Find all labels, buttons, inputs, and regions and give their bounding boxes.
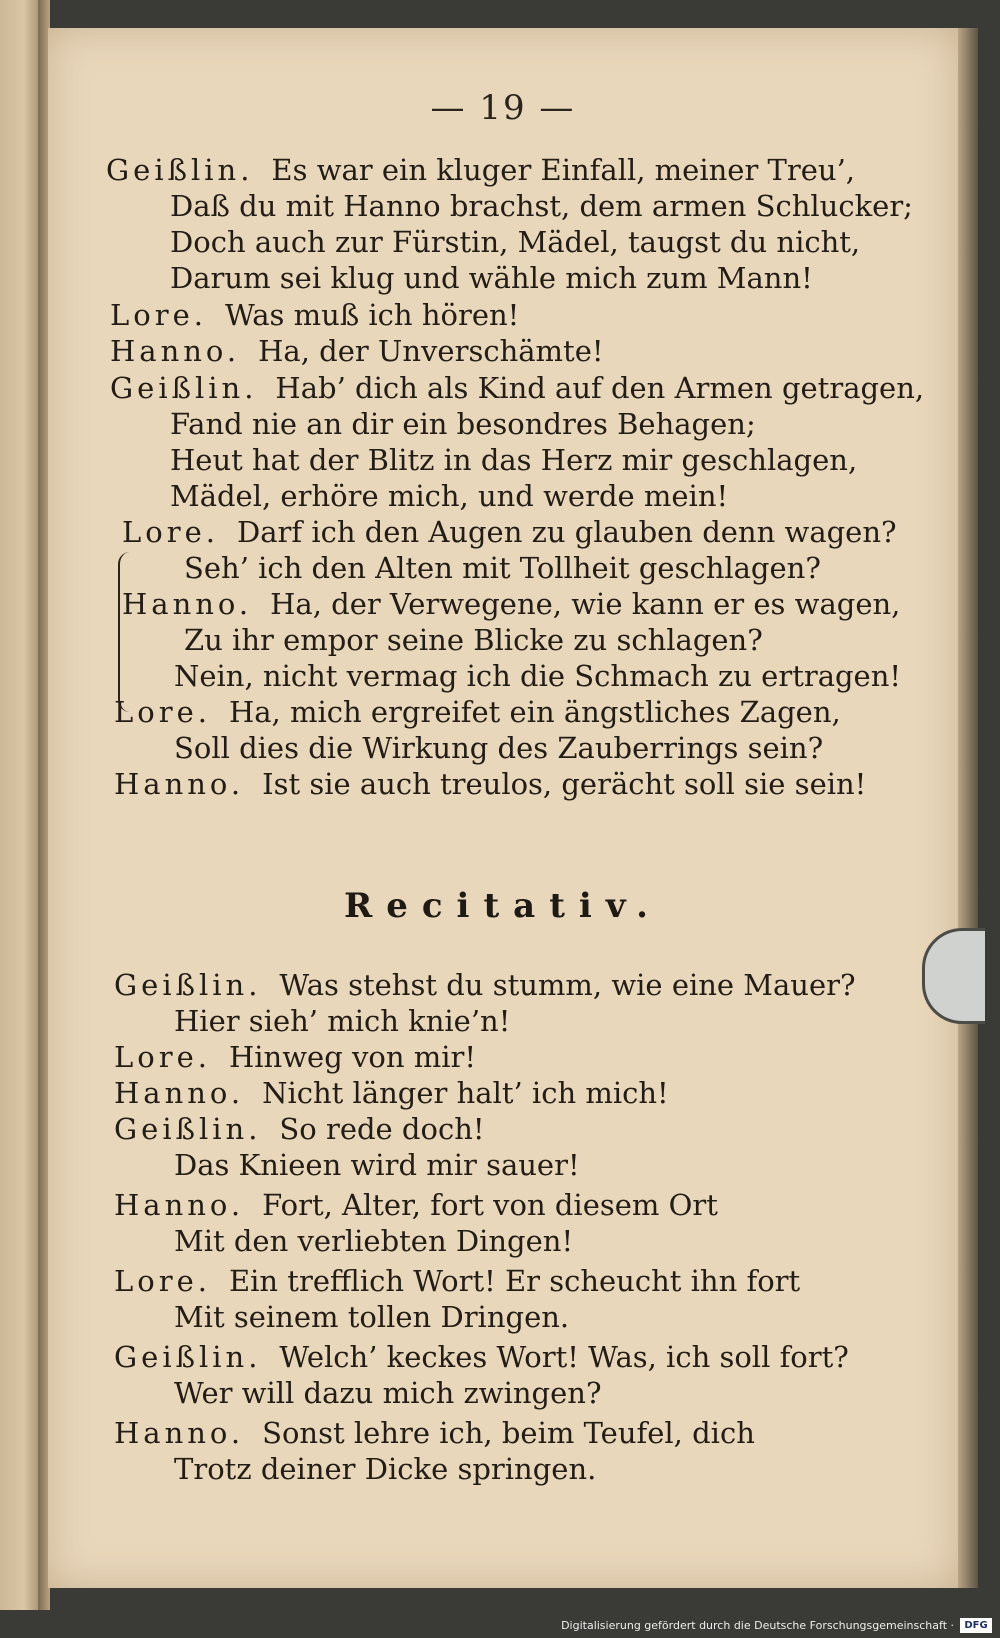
- verse-text: Nein, nicht vermag ich die Schmach zu ertragen!: [174, 659, 902, 693]
- speaker-name: Geißlin.: [110, 371, 258, 405]
- verse-line: [114, 1264, 800, 1298]
- left-page-edge: [0, 0, 40, 1610]
- verse-text: Seh’ ich den Alten mit Tollheit geschlagen?: [184, 551, 821, 585]
- verse-text: Hab’ dich als Kind auf den Armen getragen,: [275, 371, 925, 405]
- verse-text: Das Knieen wird mir sauer!: [174, 1148, 580, 1182]
- verse-line: [110, 298, 519, 332]
- verse-text: Soll dies die Wirkung des Zauberrings sein?: [174, 731, 824, 765]
- speaker-name: Geißlin.: [114, 1340, 262, 1374]
- speaker-name: Lore.: [114, 695, 211, 729]
- verse-line: [170, 261, 813, 295]
- verse-line: [114, 1112, 485, 1146]
- speaker-name: Lore.: [110, 298, 207, 332]
- verse-line: [174, 1224, 573, 1258]
- speaker-name: Hanno.: [110, 334, 241, 368]
- verse-line: [170, 407, 756, 441]
- verse-text: Zu ihr empor seine Blicke zu schlagen?: [184, 623, 763, 657]
- verse-line: [170, 443, 857, 477]
- verse-line: [170, 479, 728, 513]
- funding-notice: Digitalisierung gefördert durch die Deutsche Forschungsgemeinschaft ·: [561, 1619, 954, 1632]
- speaker-name: Lore.: [114, 1264, 211, 1298]
- dfg-logo: DFG: [960, 1618, 992, 1633]
- brace-mark: [118, 552, 136, 712]
- verse-line: [174, 659, 901, 693]
- speaker-name: Hanno.: [122, 587, 253, 621]
- verse-line: [114, 1040, 476, 1074]
- speaker-name: Geißlin.: [114, 1112, 262, 1146]
- speaker-name: Hanno.: [114, 767, 245, 801]
- verse-text: Fand nie an dir ein besondres Behagen;: [170, 407, 756, 441]
- verse-text: Ist sie auch treulos, gerächt soll sie sein!: [262, 767, 867, 801]
- verse-text: Welch’ keckes Wort! Was, ich soll fort?: [279, 1340, 849, 1374]
- verse-text: Hier sieh’ mich knie’n!: [174, 1004, 511, 1038]
- verse-text: Was muß ich hören!: [224, 298, 520, 332]
- verse-line: [114, 1188, 718, 1222]
- verse-text: Ha, der Unverschämte!: [258, 334, 604, 368]
- verse-text: Trotz deiner Dicke springen.: [174, 1452, 597, 1486]
- verse-line: [106, 153, 855, 187]
- verse-text: Heut hat der Blitz in das Herz mir geschlagen,: [170, 443, 858, 477]
- verse-line: [114, 767, 866, 801]
- speaker-name: Hanno.: [114, 1416, 245, 1450]
- verse-line: [122, 587, 900, 621]
- book-page: [48, 28, 958, 1588]
- verse-text: Mit seinem tollen Dringen.: [174, 1300, 570, 1334]
- verse-line: [110, 371, 924, 405]
- verse-text: Hinweg von mir!: [228, 1040, 477, 1074]
- verse-text: Mädel, erhöre mich, und werde mein!: [170, 479, 729, 513]
- verse-text: Ha, mich ergreifet ein ängstliches Zagen,: [228, 695, 841, 729]
- speaker-name: Lore.: [114, 1040, 211, 1074]
- verse-line: [174, 1452, 596, 1486]
- verse-line: [114, 1340, 849, 1374]
- verse-text: Mit den verliebten Dingen!: [174, 1224, 574, 1258]
- verse-text: So rede doch!: [279, 1112, 485, 1146]
- verse-line: [174, 1148, 580, 1182]
- section-heading: Recitativ.: [343, 886, 663, 926]
- verse-text: Wer will dazu mich zwingen?: [174, 1376, 602, 1410]
- verse-line: [170, 189, 913, 223]
- verse-text: Ein trefflich Wort! Er scheucht ihn fort: [228, 1264, 801, 1298]
- verse-line: [114, 695, 841, 729]
- verse-text: Fort, Alter, fort von diesem Ort: [262, 1188, 718, 1222]
- right-page-edge: [958, 28, 978, 1588]
- verse-line: [110, 334, 604, 368]
- verse-line: [174, 731, 823, 765]
- verse-text: Darf ich den Augen zu glauben denn wagen?: [236, 515, 897, 549]
- verse-text: Nicht länger halt’ ich mich!: [262, 1076, 669, 1110]
- speaker-name: Geißlin.: [114, 968, 262, 1002]
- verse-line: [174, 1300, 569, 1334]
- verse-text: Was stehst du stumm, wie eine Mauer?: [279, 968, 856, 1002]
- speaker-name: Geißlin.: [106, 153, 254, 187]
- speaker-name: Hanno.: [114, 1188, 245, 1222]
- verse-text: Daß du mit Hanno brachst, dem armen Schlucker;: [170, 189, 913, 223]
- page-number: — 19 —: [430, 88, 576, 128]
- verse-line: [114, 1076, 669, 1110]
- verse-line: [122, 515, 897, 549]
- verse-text: Sonst lehre ich, beim Teufel, dich: [262, 1416, 755, 1450]
- verse-line: [174, 1004, 510, 1038]
- verse-text: Darum sei klug und wähle mich zum Mann!: [170, 261, 813, 295]
- page-clip-tab: [922, 928, 985, 1024]
- verse-line: [174, 1376, 602, 1410]
- verse-line: [170, 225, 860, 259]
- verse-text: Doch auch zur Fürstin, Mädel, taugst du nicht,: [170, 225, 861, 259]
- verse-line: [114, 1416, 755, 1450]
- verse-line: [114, 968, 856, 1002]
- verse-text: Ha, der Verwegene, wie kann er es wagen,: [270, 587, 901, 621]
- speaker-name: Lore.: [122, 515, 219, 549]
- verse-line: [184, 623, 763, 657]
- verse-line: [184, 551, 821, 585]
- speaker-name: Hanno.: [114, 1076, 245, 1110]
- verse-text: Es war ein kluger Einfall, meiner Treu’,: [271, 153, 856, 187]
